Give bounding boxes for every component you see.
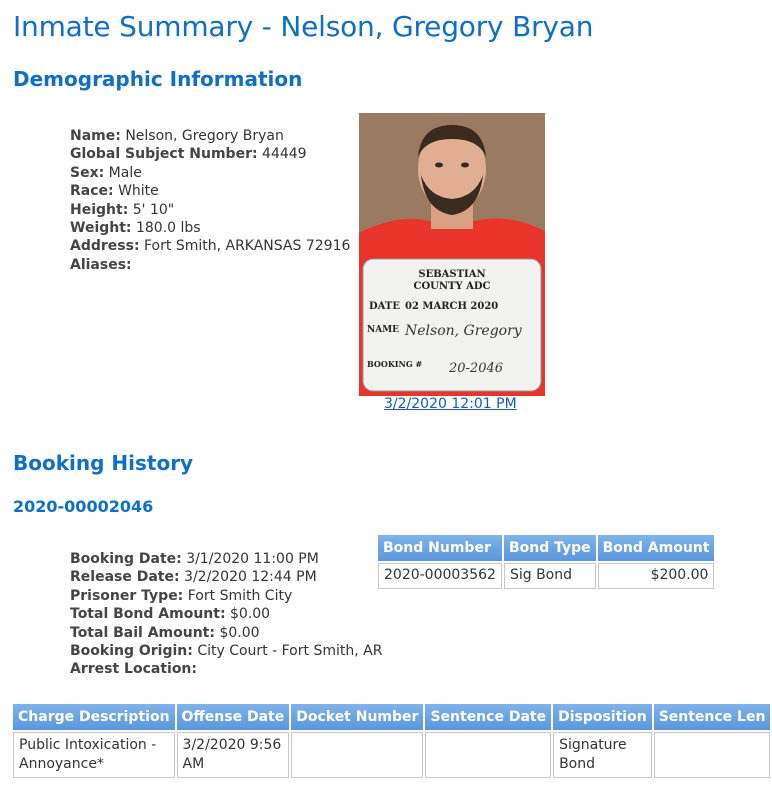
- placard-date-value: 02 MARCH 2020: [405, 301, 499, 312]
- field-total-bond-amount: Total Bond Amount: $0.00: [70, 606, 271, 623]
- field-height: Height: 5' 10": [70, 201, 175, 218]
- bond-table-header-row: [378, 535, 714, 561]
- booking-number-heading: 2020-00002046: [13, 497, 154, 516]
- page-title: Inmate Summary - Nelson, Gregory Bryan: [13, 10, 594, 43]
- field-total-bail-amount: Total Bail Amount: $0.00: [70, 624, 260, 641]
- field-aliases: Aliases:: [70, 256, 132, 273]
- table-row: [378, 563, 714, 589]
- disposition-header: Disposition: [553, 704, 652, 730]
- demographic-heading: Demographic Information: [13, 67, 303, 91]
- sentence-length-cell: [654, 732, 771, 778]
- field-race: Race: White: [70, 183, 159, 200]
- field-booking-origin: Booking Origin: City Court - Fort Smith, AR: [70, 643, 383, 660]
- sentence-date-header: Sentence Date: [425, 704, 551, 730]
- sentence-date-cell: [425, 732, 551, 778]
- field-weight: Weight: 180.0 lbs: [70, 220, 201, 237]
- bond-number-cell: 2020-00003562: [378, 563, 502, 589]
- bond-type-header: Bond Type: [504, 535, 596, 561]
- placard-booking-value: 20-2046: [449, 361, 504, 376]
- placard-line1: SEBASTIAN: [418, 269, 486, 280]
- field-name: Name: Nelson, Gregory Bryan: [70, 128, 284, 144]
- charge-description-header: Charge Description: [13, 704, 175, 730]
- charge-description-cell: Public Intoxication - Annoyance*: [13, 732, 175, 778]
- sentence-length-header: Sentence Len: [654, 704, 771, 730]
- charge-table-header-row: [13, 704, 770, 730]
- mugshot-illustration: [359, 113, 545, 396]
- placard-name-label: NAME: [367, 325, 400, 335]
- offense-date-header: Offense Date: [177, 704, 290, 730]
- charge-table: [11, 702, 772, 780]
- bond-amount-cell: $200.00: [598, 563, 715, 589]
- bond-table: [376, 533, 716, 591]
- bond-number-header: Bond Number: [378, 535, 502, 561]
- field-release-date: Release Date: 3/2/2020 12:44 PM: [70, 569, 317, 586]
- placard-name-value: Nelson, Gregory: [405, 323, 522, 339]
- docket-number-cell: [291, 732, 423, 778]
- offense-date-cell: 3/2/2020 9:56 AM: [177, 732, 290, 778]
- bond-amount-header: Bond Amount: [598, 535, 715, 561]
- disposition-cell: Signature Bond: [553, 732, 652, 778]
- field-booking-date: Booking Date: 3/1/2020 11:00 PM: [70, 551, 319, 567]
- booking-fields: [70, 550, 382, 679]
- field-sex: Sex: Male: [70, 164, 142, 181]
- placard-line2: COUNTY ADC: [413, 281, 491, 292]
- table-row: [13, 732, 770, 778]
- placard-date-label: DATE: [369, 301, 400, 312]
- field-address: Address: Fort Smith, ARKANSAS 72916: [70, 238, 351, 255]
- placard-booking-label: BOOKING #: [367, 359, 423, 369]
- bond-type-cell: Sig Bond: [504, 563, 596, 589]
- demographic-fields: [70, 127, 350, 274]
- inmate-photo: [359, 113, 545, 396]
- photo-date-link[interactable]: 3/2/2020 12:01 PM: [384, 396, 517, 412]
- field-prisoner-type: Prisoner Type: Fort Smith City: [70, 587, 293, 604]
- docket-number-header: Docket Number: [291, 704, 423, 730]
- booking-history-heading: Booking History: [13, 451, 194, 475]
- field-arrest-location: Arrest Location:: [70, 661, 197, 678]
- field-global-subject-number: Global Subject Number: 44449: [70, 146, 307, 163]
